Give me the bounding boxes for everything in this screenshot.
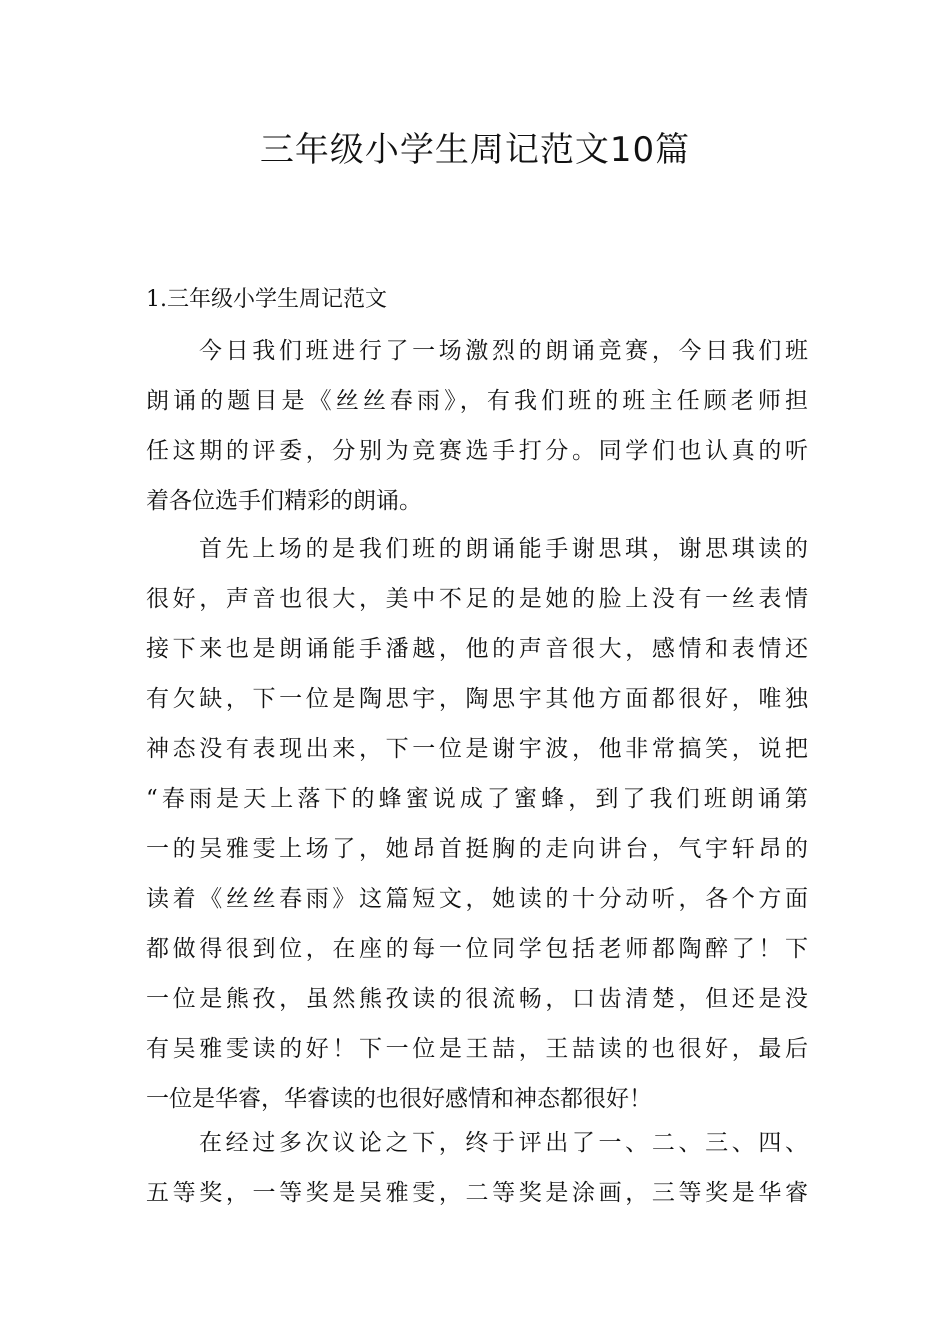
paragraph-line: 都做得很到位，在座的每一位同学包括老师都陶醉了！下 bbox=[146, 936, 808, 962]
paragraph-line: 首先上场的是我们班的朗诵能手谢思琪，谢思琪读的 bbox=[199, 536, 808, 562]
paragraph-line: 任这期的评委，分别为竞赛选手打分。同学们也认真的听 bbox=[146, 438, 808, 464]
paragraph-line: 一位是华睿，华睿读的也很好感情和神态都很好！ bbox=[146, 1086, 652, 1112]
paragraph-3 bbox=[146, 1118, 808, 1218]
paragraph-line: 一的吴雅雯上场了，她昂首挺胸的走向讲台，气宇轩昂的 bbox=[146, 836, 808, 862]
paragraph-line: 今日我们班进行了一场激烈的朗诵竞赛，今日我们班 bbox=[199, 338, 808, 364]
paragraph-line: 五等奖，一等奖是吴雅雯，二等奖是涂画，三等奖是华睿 bbox=[146, 1180, 808, 1206]
paragraph-line: 在经过多次议论之下，终于评出了一、二、三、四、 bbox=[199, 1130, 808, 1156]
paragraph-line: 接下来也是朗诵能手潘越，他的声音很大，感情和表情还 bbox=[146, 636, 808, 662]
paragraph-line: 着各位选手们精彩的朗诵。 bbox=[146, 488, 422, 514]
paragraph-line: 朗诵的题目是《丝丝春雨》，有我们班的班主任顾老师担 bbox=[146, 388, 808, 414]
paragraph-line: “春雨是天上落下的蜂蜜说成了蜜蜂，到了我们班朗诵第 bbox=[146, 786, 808, 812]
paragraph-2 bbox=[146, 524, 808, 1124]
paragraph-line: 读着《丝丝春雨》这篇短文，她读的十分动听，各个方面 bbox=[146, 886, 808, 912]
paragraph-line: 有欠缺，下一位是陶思宇，陶思宇其他方面都很好，唯独 bbox=[146, 686, 808, 712]
paragraph-1 bbox=[146, 326, 808, 526]
document-title: 三年级小学生周记范文10篇 bbox=[259, 130, 691, 170]
section-heading: 1.三年级小学生周记范文 bbox=[146, 287, 387, 312]
paragraph-line: 有吴雅雯读的好！下一位是王喆，王喆读的也很好，最后 bbox=[146, 1036, 808, 1062]
paragraph-line: 很好，声音也很大，美中不足的是她的脸上没有一丝表情 bbox=[146, 586, 808, 612]
paragraph-line: 神态没有表现出来，下一位是谢宇波，他非常搞笑，说把 bbox=[146, 736, 808, 762]
paragraph-line: 一位是熊孜，虽然熊孜读的很流畅，口齿清楚，但还是没 bbox=[146, 986, 808, 1012]
